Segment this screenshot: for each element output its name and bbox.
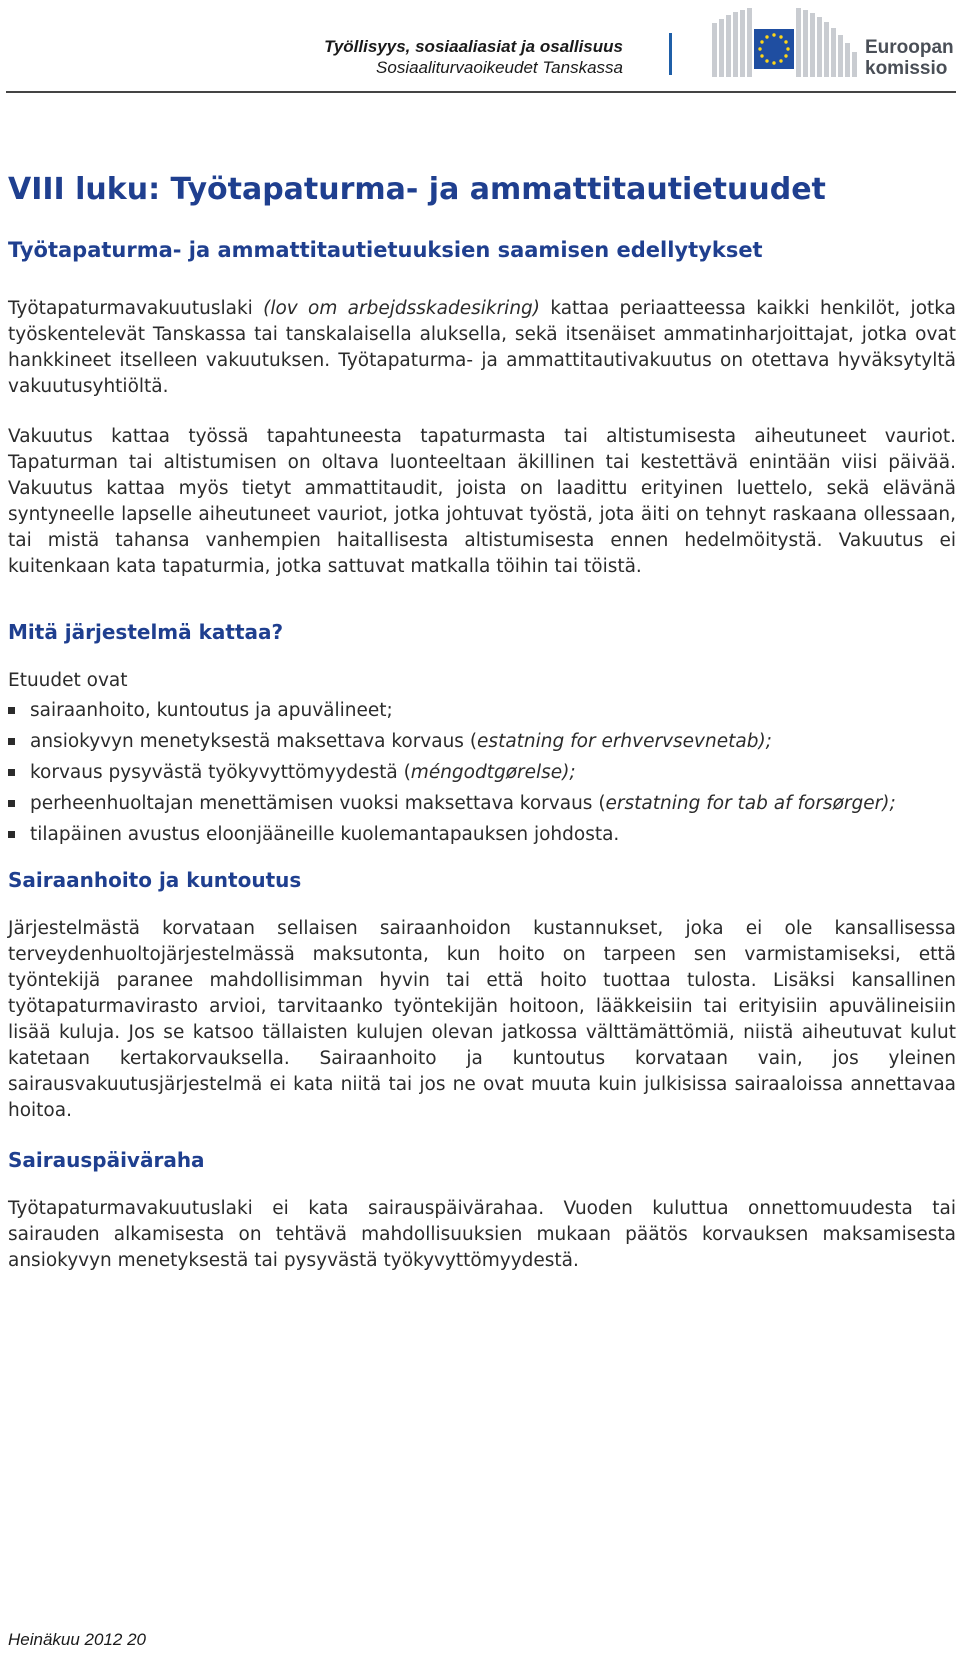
page-footer: Heinäkuu 2012 20 [8,1630,147,1649]
logo-line1: Euroopan [865,37,954,58]
header-rule [6,91,956,93]
paragraph-insurance-law [8,296,956,400]
header-department: Työllisyys, sosiaaliasiat ja osallisuus [324,37,623,56]
header-subtitle: Sosiaaliturvaoikeudet Tanskassa [376,58,623,77]
paragraph-coverage: Vakuutus kattaa työssä tapahtuneesta tapaturmasta tai altistumisesta aiheutuneet vauriot. Tapaturman tai altistumisen on oltava luonteeltaan äkillinen tai kestettävä enintään viisi päivää. Vakuutus kattaa myös tietyt ammattitaudit, joista on laadittu erityinen luettelo, sekä elävänä syntyneelle lapselle aiheutuneet vauriot, jotka johtuvat työstä, jota äiti on tehnyt raskaana ollessaan, tai mistä tahansa vanhempien haitallisesta altistumisesta ennen hedelmöitystä. Vakuutus ei kuitenkaan kata tapaturmia, jotka sattuvat matkalla töihin tai töistä. [8,426,956,577]
benefits-list [8,698,956,848]
list-item [8,698,956,724]
list-item-danish-term: erstatning for tab af forsørger); [605,793,896,814]
list-item [8,822,956,848]
logo-wordmark [865,37,954,79]
list-item [8,760,956,786]
header-separator [669,33,672,75]
list-item-text: sairaanhoito, kuntoutus ja apuvälineet; [30,700,393,721]
section-heading-conditions: Työtapaturma- ja ammattitautietuuksien saamisen edellytykset [8,238,763,262]
list-item-text: ansiokyvyn menetyksestä maksettava korvaus ( [30,731,478,752]
paragraph-text: kattaa periaatteessa kaikki henkilöt, jotka työskentelevät Tanskassa tai tanskalaisella aluksella, sekä itsenäiset ammatinharjoittajat, jotka ovat hankkineet itselleen vakuutuksen. Työtapaturma- ja ammattitautivakuutus on otettava hyväksytyltä vakuutusyhtiöltä. [8,298,956,397]
paragraph-healthcare: Järjestelmästä korvataan sellaisen sairaanhoidon kustannukset, joka ei ole kansallisessa terveydenhuoltojärjestelmässä maksutonta, kun hoito on tarpeen sen varmistamiseksi, että työntekijä paranee mahdollisimman hyvin tai että hoito tuottaa tulosta. Lisäksi kansallinen työtapaturmavirasto arvioi, tarvitaanko työntekijän hoitoon, lääkkeisiin tai erityisiin apuvälineisiin lisää kuluja. Jos se katsoo tällaisten kulujen olevan jatkossa välttämättömiä, niistä aiheutuvat kulut katetaan kertakorvauksella. Sairaanhoito ja kuntoutus korvataan vain, jos yleinen sairausvakuutusjärjestelmä ei kata niitä tai jos ne ovat muuta kuin julkisissa sairaaloissa annettavaa hoitoa. [8,918,956,1121]
list-item-text: korvaus pysyvästä työkyvyttömyydestä ( [30,762,411,783]
document-body [8,170,956,1274]
danish-term: (lov om arbejdsskadesikring) [263,298,541,319]
paragraph-text: Työtapaturmavakuutuslaki [8,298,264,319]
list-item-danish-term: méngodtgørelse); [410,762,576,783]
paragraph-sickness-allowance: Työtapaturmavakuutuslaki ei kata sairauspäivärahaa. Vuoden kuluttua onnettomuudesta tai sairauden alkamisesta on tehtävä mahdollisuuksien mukaan päätös korvauksen maksamisesta ansiokyvyn menetyksestä tai pysyvästä työkyvyttömyydestä. [8,1198,956,1271]
list-item-danish-term: estatning for erhvervsevnetab); [477,731,772,752]
list-item [8,729,956,755]
benefits-intro: Etuudet ovat [8,670,128,691]
section-heading-coverage: Mitä järjestelmä kattaa? [8,620,284,644]
chapter-title: VIII luku: Työtapaturma- ja ammattitautietuudet [8,172,826,207]
list-item-text: perheenhuoltajan menettämisen vuoksi maksettava korvaus ( [30,793,606,814]
header-text [324,36,623,78]
list-item [8,791,956,817]
list-item-text: tilapäinen avustus eloonjääneille kuolemantapauksen johdosta. [30,824,620,845]
page-header [0,0,960,94]
logo-line2: komissio [865,58,948,79]
section-heading-sickness-allowance: Sairauspäiväraha [8,1148,205,1172]
section-heading-healthcare: Sairaanhoito ja kuntoutus [8,868,302,892]
